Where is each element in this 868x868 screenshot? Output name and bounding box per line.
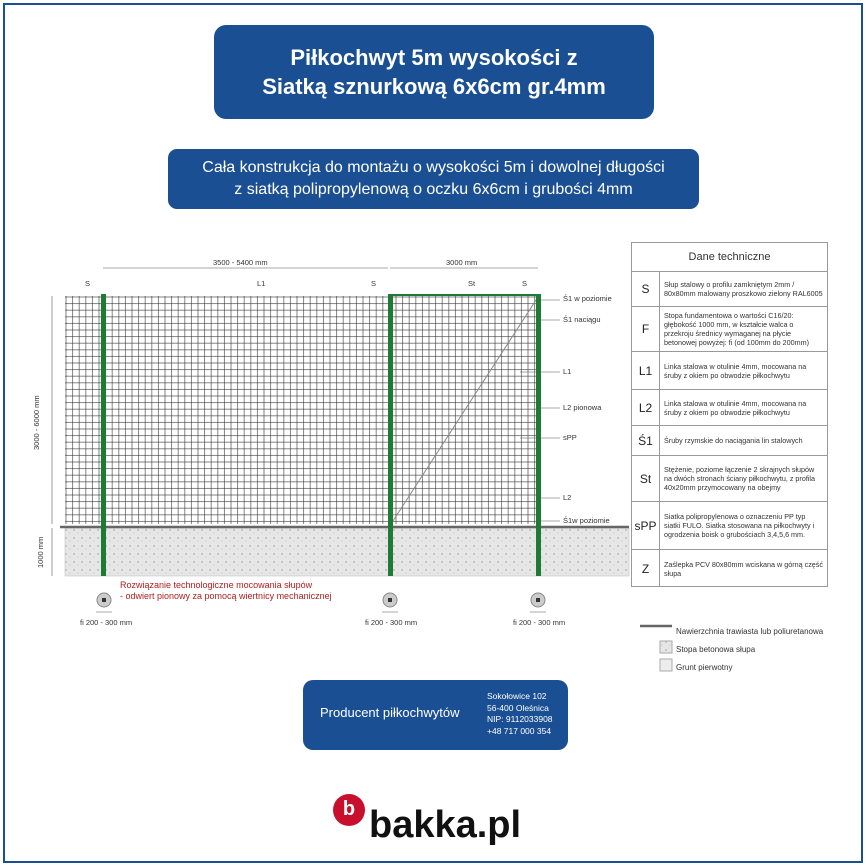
- tech-row: [632, 502, 827, 550]
- legend-item: [640, 658, 855, 676]
- title-line-1: Piłkochwyt 5m wysokości z: [290, 45, 578, 70]
- callout-l1: L1: [563, 367, 572, 376]
- brand-logo[interactable]: [333, 795, 521, 855]
- address-line: +48 717 000 354: [487, 725, 552, 736]
- brand-icon: b: [333, 794, 365, 826]
- legend-label: Nawierzchnia trawiasta lub poliuretanowa: [676, 626, 824, 636]
- legend: [640, 622, 855, 676]
- post-1: [101, 294, 106, 576]
- producer-box: [303, 680, 568, 750]
- dim-label-foundation: 1000 mm: [36, 536, 45, 568]
- callout-l2-vertical: L2 pionowa: [563, 403, 602, 412]
- subtitle-line-1: Cała konstrukcja do montażu o wysokości 5m i dowolnej długości: [202, 159, 665, 176]
- post-3: [536, 294, 541, 576]
- callout-s1-tension: Ś1 naciągu: [563, 315, 601, 324]
- label-s-1: S: [85, 279, 91, 288]
- callout-l2: L2: [563, 493, 572, 502]
- ground-soil: [65, 528, 629, 576]
- mounting-note-line-2: - odwiert pionowy za pomocą wiertnicy mechanicznej: [120, 591, 332, 601]
- fi-label-2: fi 200 - 300 mm: [365, 618, 418, 627]
- mesh-net: [65, 296, 539, 524]
- tech-desc: Stopa fundamentowa o wartości C16/20: głębokość 1000 mm, w kształcie walca o przekroju średnicy wymaganej na płycie betonowej powyżej: fi (od 100mm do 200mm): [664, 311, 810, 347]
- tech-desc: Linka stalowa w otulinie 4mm, mocowana na śruby z okiem po obwodzie piłkochwytu: [664, 361, 807, 380]
- label-l1: L1: [257, 279, 266, 288]
- tech-code: St: [632, 456, 660, 501]
- tech-code: Ś1: [632, 426, 660, 455]
- callout-s1w-horizontal: Ś1w poziomie: [563, 516, 610, 525]
- post-2: [388, 294, 393, 576]
- address-line: 56-400 Oleśnica: [487, 702, 549, 713]
- fi-label-1: fi 200 - 300 mm: [80, 618, 133, 627]
- callout-spp: sPP: [563, 433, 577, 442]
- tech-desc: Słup stalowy o profilu zamkniętym 2mm / 80x80mm malowany proszkowo zielony RAL6005: [664, 280, 823, 298]
- tech-desc: Stężenie, poziome łączenie 2 skrajnych słupów na dwóch stronach ściany piłkochwytu, z profila 40x20mm przymocowany na obejmy: [664, 465, 816, 492]
- legend-label: Stopa betonowa słupa: [676, 644, 756, 654]
- label-s-3: S: [522, 279, 528, 288]
- post-section-2: [382, 593, 398, 612]
- label-s-2: S: [371, 279, 377, 288]
- tech-row: [632, 272, 827, 307]
- label-st: St: [468, 279, 476, 288]
- tech-code: L1: [632, 352, 660, 389]
- tech-code: L2: [632, 390, 660, 425]
- tech-desc: Siatka polipropylenowa o oznaczeniu PP typ siatki FULO. Siatka stosowana na piłkochwyty i ogrodzenia boisk o grubościach 3,4,5,6 mm.: [664, 512, 815, 539]
- dim-label-height: 3000 - 6000 mm: [32, 395, 41, 450]
- address-line: Sokołowice 102: [487, 691, 547, 701]
- tech-row: [632, 390, 827, 426]
- post-section-3: [530, 593, 546, 612]
- tech-row: [632, 456, 827, 502]
- tech-row: [632, 426, 827, 456]
- tech-code: F: [632, 307, 660, 351]
- producer-label: Producent piłkochwytów: [320, 705, 460, 720]
- tech-desc: Śruby rzymskie do naciągania lin stalowych: [664, 436, 803, 445]
- address-line: NIP: 9112033908: [487, 714, 553, 724]
- tech-row: [632, 352, 827, 390]
- tech-desc: Linka stalowa w otulinie 4mm, mocowana na śruby z okiem po obwodzie piłkochwytu: [664, 398, 807, 417]
- dim-label-left: 3500 - 5400 mm: [213, 258, 268, 267]
- tech-table-header: Dane techniczne: [632, 243, 827, 272]
- producer-address: [487, 691, 553, 737]
- tech-code: Z: [632, 550, 660, 587]
- callout-s1-horizontal: Ś1 w poziomie: [563, 294, 612, 303]
- legend-label: Grunt pierwotny: [676, 662, 733, 672]
- title-line-2: Siatką sznurkową 6x6cm gr.4mm: [262, 74, 606, 99]
- dim-label-right: 3000 mm: [446, 258, 478, 267]
- mounting-note-line-1: Rozwiązanie technologiczne mocowania słupów: [120, 580, 313, 590]
- tech-code: sPP: [632, 502, 660, 549]
- mounting-note: [120, 580, 332, 602]
- brand-name: bakka.pl: [369, 803, 522, 846]
- subtitle-line-2: z siatką polipropylenową o oczku 6x6cm i grubości 4mm: [234, 181, 633, 198]
- tech-desc: Zaślepka PCV 80x80mm wciskana w górną część słupa: [664, 559, 823, 578]
- tech-data-table: [631, 242, 828, 587]
- tech-row: [632, 550, 827, 587]
- legend-item: [640, 622, 855, 640]
- fi-label-3: fi 200 - 300 mm: [513, 618, 566, 627]
- tech-code: S: [632, 272, 660, 306]
- post-section-1: [96, 593, 112, 612]
- tech-row: [632, 307, 827, 352]
- legend-item: [640, 640, 855, 658]
